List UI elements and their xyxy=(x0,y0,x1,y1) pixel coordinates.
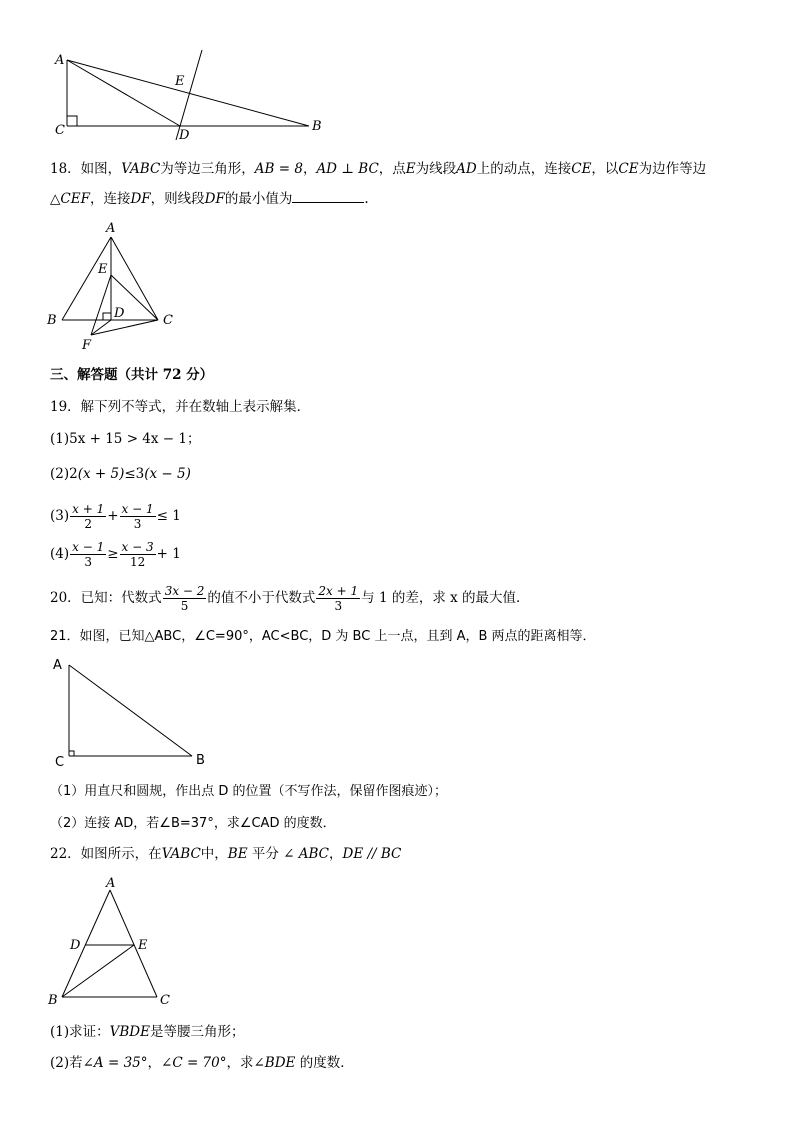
fraction: $\frac{x - 3}{12}$ xyxy=(121,540,154,569)
fig2-label-b: B xyxy=(47,313,57,328)
fig1-label-d: D xyxy=(179,128,190,143)
section-heading: 三、解答题（共计 72 分） xyxy=(50,367,214,383)
fraction: $\frac{x + 1}{2}$ xyxy=(72,502,105,531)
fraction: $\frac{3x - 2}{5}$ xyxy=(164,584,205,613)
fig1-label-a: A xyxy=(55,53,65,68)
fraction: $\frac{x - 1}{3}$ xyxy=(72,540,105,569)
figure-1 xyxy=(67,50,309,140)
q21-stem: 21．如图，已知△ABC，∠C=90°，AC<BC，D 为 BC 上一点，且到 A，B 两点的距离相等． xyxy=(50,629,596,644)
q19-part-1: (1)5x + 15 > 4x − 1； xyxy=(50,431,201,447)
q22-part-2: (2)若∠A = 35°，∠C = 70°，求∠BDE 的度数． xyxy=(50,1055,354,1071)
fig1-label-e: E xyxy=(175,74,185,89)
fraction: $\frac{x - 1}{3}$ xyxy=(121,502,154,531)
q19-stem: 19．解下列不等式，并在数轴上表示解集． xyxy=(50,399,311,415)
fig2-label-c: C xyxy=(163,313,173,328)
q21-part-1: （1）用直尺和圆规，作出点 D 的位置（不写作法，保留作图痕迹）； xyxy=(50,784,448,799)
answer-blank xyxy=(292,190,364,203)
q19-part-3: (3) $\frac{x + 1}{2}$ + $\frac{x - 1}{3}$ ≤ 1 xyxy=(50,502,181,531)
q22-part-1: (1)求证：VBDE是等腰三角形； xyxy=(50,1024,245,1040)
fraction: $\frac{2x + 1}{3}$ xyxy=(318,584,359,613)
q20: 20．已知：代数式 $\frac{3x - 2}{5}$ 的值不小于代数式 $\frac{2x + 1}{3}$ 与 1 的差，求 x 的最大值． xyxy=(50,584,530,613)
q19-part-4: (4) $\frac{x - 1}{3}$ ≥ $\frac{x - 3}{12}$ + 1 xyxy=(50,540,181,569)
fig1-label-c: C xyxy=(55,123,65,138)
fig2-label-d: D xyxy=(114,306,125,321)
q18-line-2: △CEF，连接DF，则线段DF的最小值为 . xyxy=(50,191,369,207)
figure-3 xyxy=(69,665,192,756)
fig2-label-a: A xyxy=(106,221,116,236)
figure-2 xyxy=(62,237,158,335)
q22-stem: 22．如图所示，在VABC中，BE 平分 ∠ ABC，DE // BC xyxy=(50,846,402,862)
fig4-label-b: B xyxy=(48,993,58,1008)
fig3-label-c: C xyxy=(55,755,65,770)
fig4-label-a: A xyxy=(106,876,116,891)
fig3-label-b: B xyxy=(196,753,205,768)
fig2-label-f: F xyxy=(82,338,92,353)
q19-part-2: (2)2(x + 5)≤3(x − 5) xyxy=(50,466,191,482)
fig2-label-e: E xyxy=(98,262,108,277)
fig4-label-c: C xyxy=(160,993,170,1008)
fig3-label-a: A xyxy=(53,658,62,673)
fig4-label-d: D xyxy=(70,938,81,953)
q18-line-1: 18．如图，VABC为等边三角形，AB = 8，AD ⊥ BC，点E为线段AD上的动点，连接CE，以CE为边作等边 xyxy=(50,161,707,177)
fig4-label-e: E xyxy=(138,938,148,953)
fig1-label-b: B xyxy=(312,119,322,134)
q21-part-2: （2）连接 AD，若∠B=37°，求∠CAD 的度数． xyxy=(50,816,336,831)
